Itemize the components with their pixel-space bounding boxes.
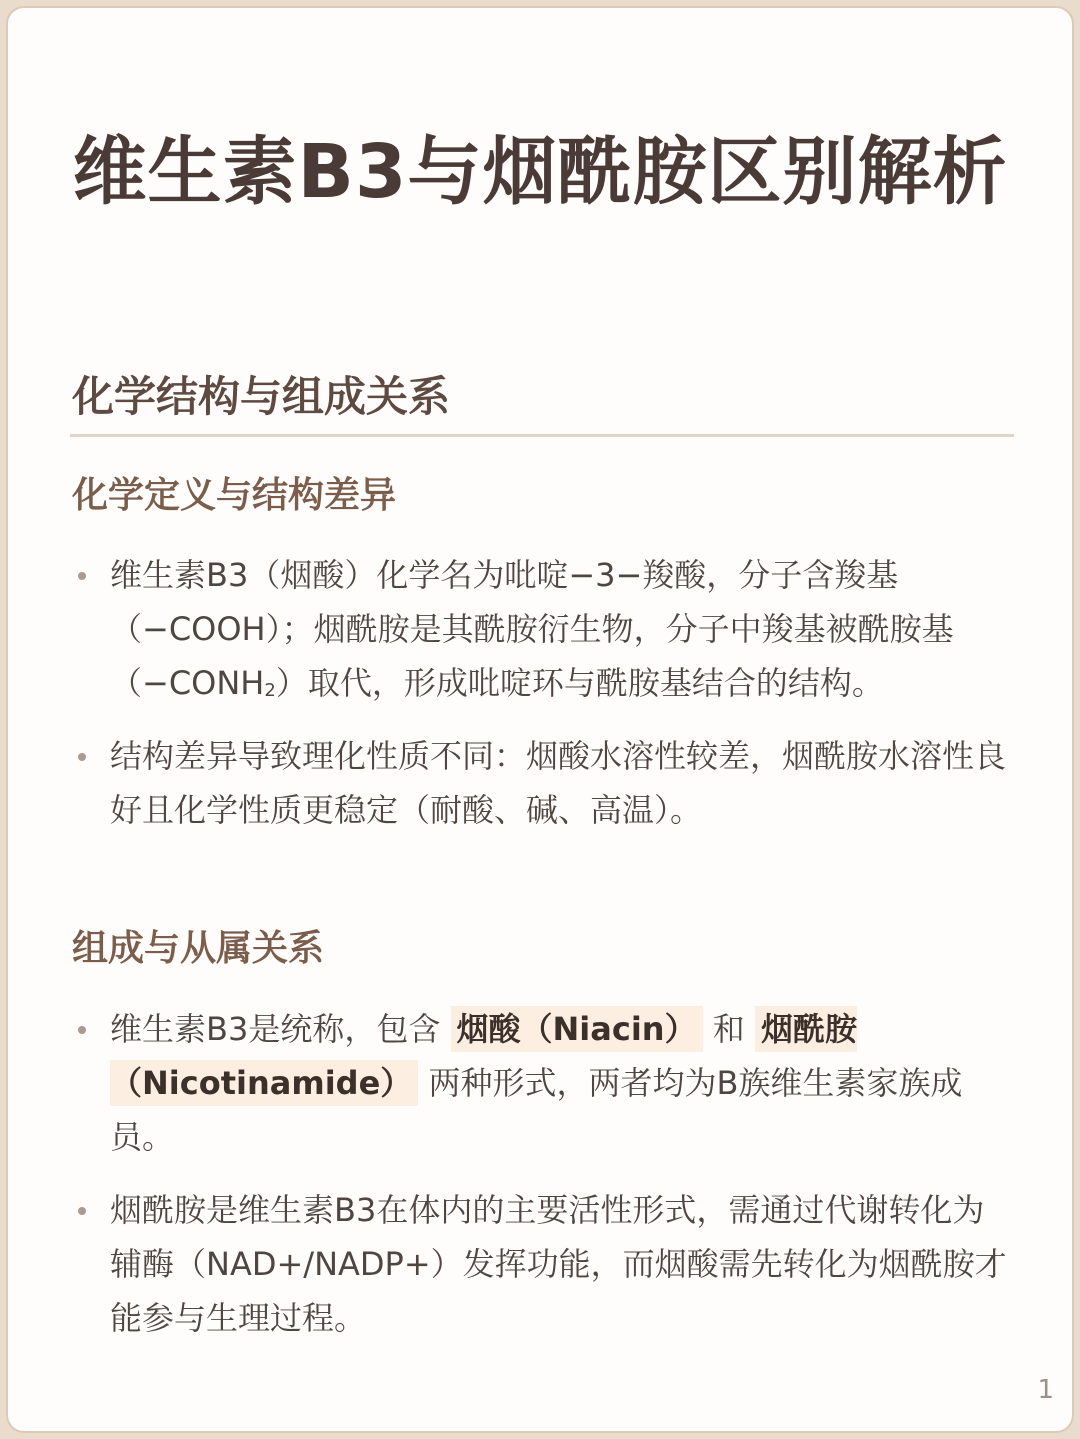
- section-divider: [70, 434, 1014, 437]
- highlight-niacin: 烟酸（Niacin）: [451, 1006, 703, 1052]
- bullet-list-definition: [70, 548, 1016, 856]
- bullet-item: 维生素B3是统称，包含 烟酸（Niacin） 和 烟酰胺（Nicotinamide） 两种形式，两者均为B族维生素家族成员。: [70, 1002, 1016, 1164]
- bullet-dot: [78, 753, 86, 761]
- bullet-item: 结构差异导致理化性质不同：烟酸水溶性较差，烟酰胺水溶性良好且化学性质更稳定（耐酸、碱、高温）。: [70, 729, 1016, 837]
- bullet-dot: [78, 572, 86, 580]
- subsection-heading-composition: 组成与从属关系: [72, 928, 325, 969]
- highlight-nicotinamide: 烟酰胺（Nicotinamide）: [110, 1006, 857, 1106]
- bullet-list-composition: [70, 1002, 1016, 1364]
- page-number: 1: [1037, 1375, 1054, 1405]
- section-heading: 化学结构与组成关系: [72, 372, 451, 421]
- bullet-dot: [78, 1207, 86, 1215]
- bullet-item: 维生素B3（烟酸）化学名为吡啶−3−羧酸，分子含羧基（−COOH）；烟酰胺是其酰胺衍生物，分子中羧基被酰胺基$(-CONH_2)$取代，形成吡啶环与酰胺基结合的结构。: [70, 548, 1016, 710]
- page-title: 维生素B3与烟酰胺区别解析: [72, 129, 1008, 215]
- bullet-dot: [78, 1026, 86, 1034]
- bullet-item: 烟酰胺是维生素B3在体内的主要活性形式，需通过代谢转化为辅酶（NAD+/NADP+）发挥功能，而烟酸需先转化为烟酰胺才能参与生理过程。: [70, 1183, 1016, 1345]
- subsection-heading-definition: 化学定义与结构差异: [72, 475, 397, 516]
- document-page: [6, 6, 1074, 1433]
